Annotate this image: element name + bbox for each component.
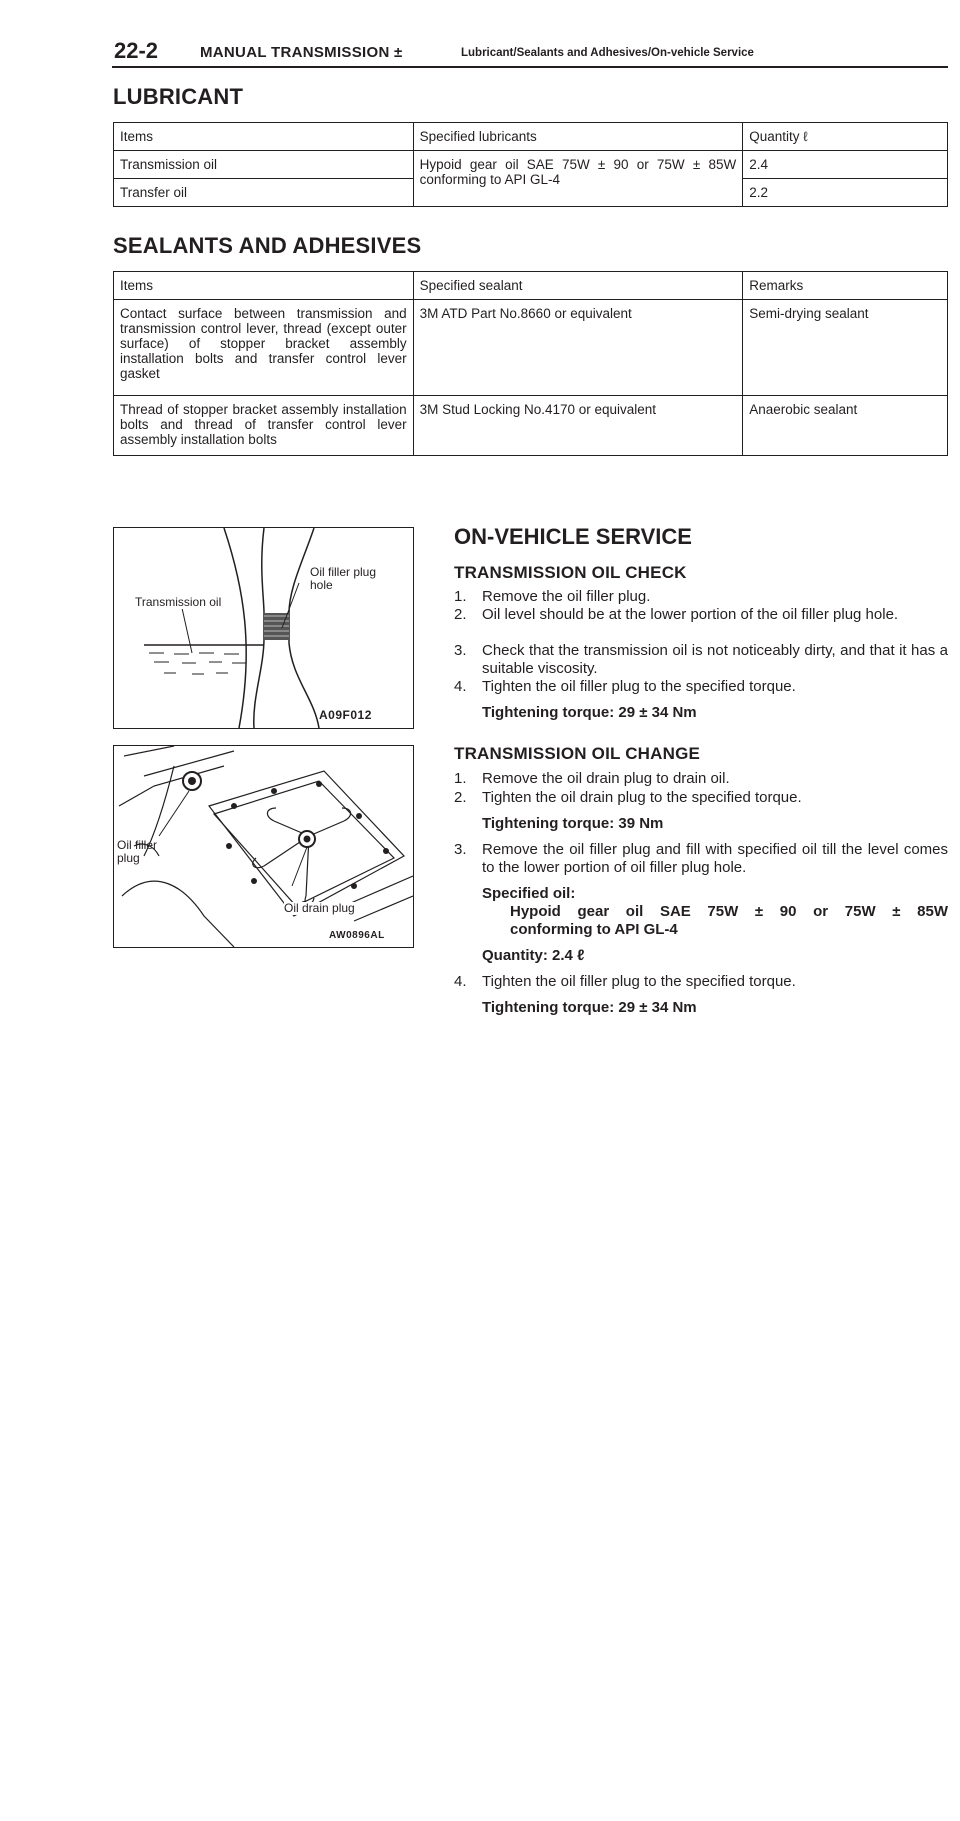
step-number: 2. xyxy=(454,606,467,623)
table-cell-item: Transmission oil xyxy=(114,151,414,179)
step-number: 4. xyxy=(454,973,467,990)
step-number: 3. xyxy=(454,642,467,659)
table-header-cell: Specified lubricants xyxy=(413,123,743,151)
table-cell-remarks: Semi-drying sealant xyxy=(743,300,948,396)
table-cell-item: Transfer oil xyxy=(114,179,414,207)
oil-level-illustration xyxy=(113,527,414,729)
tightening-torque: Tightening torque: 29 ± 34 Nm xyxy=(482,999,697,1016)
table-cell-quantity: 2.2 xyxy=(743,179,948,207)
sealants-heading: SEALANTS AND ADHESIVES xyxy=(113,233,422,258)
table-cell-item: Contact surface between transmission and transmission control lever, thread (except outer surface) of stopper bracket assembly installation bolts and transfer control lever gasket xyxy=(114,300,414,396)
table-header-cell: Quantity ℓ xyxy=(743,123,948,151)
figure-code: AW0896AL xyxy=(329,930,385,941)
on-vehicle-service-heading: ON-VEHICLE SERVICE xyxy=(454,524,692,549)
transmission-oil-label: Transmission oil xyxy=(135,595,222,609)
section-subtitle: Lubricant/Sealants and Adhesives/On-vehicle Service xyxy=(461,47,754,59)
step-number: 1. xyxy=(454,770,467,787)
step-text: Remove the oil filler plug. xyxy=(482,588,651,605)
list-item xyxy=(454,588,948,606)
step-text: Tighten the oil drain plug to the specified torque. xyxy=(482,789,802,806)
oil-quantity: Quantity: 2.4 ℓ xyxy=(482,947,585,964)
oil-filler-hole-label: Oil filler plug hole xyxy=(310,566,385,592)
sealants-table xyxy=(113,271,948,456)
table-cell-sealant: 3M ATD Part No.8660 or equivalent xyxy=(413,300,743,396)
list-item xyxy=(454,642,948,678)
oil-change-heading: TRANSMISSION OIL CHANGE xyxy=(454,744,701,763)
table-header-cell: Items xyxy=(114,272,414,300)
oil-drain-plug-label: Oil drain plug xyxy=(284,901,355,915)
step-text: Tighten the oil filler plug to the specified torque. xyxy=(482,973,796,990)
page-number: 22-2 xyxy=(114,38,159,63)
tightening-torque: Tightening torque: 39 Nm xyxy=(482,815,664,832)
table-header-cell: Items xyxy=(114,123,414,151)
step-number: 2. xyxy=(454,789,467,806)
list-item xyxy=(454,841,948,877)
list-item xyxy=(454,973,948,991)
figure-code: A09F012 xyxy=(319,708,372,722)
table-header-row xyxy=(114,123,948,151)
list-item xyxy=(454,770,948,788)
oil-filler-plug-label: Oil filler plug xyxy=(117,838,158,865)
step-text: Remove the oil drain plug to drain oil. xyxy=(482,770,730,787)
tightening-torque: Tightening torque: 29 ± 34 Nm xyxy=(482,704,697,721)
table-row xyxy=(114,396,948,456)
step-text: Tighten the oil filler plug to the specified torque. xyxy=(482,678,796,695)
specified-oil-label: Specified oil: xyxy=(482,885,576,902)
header-rule xyxy=(112,66,948,68)
step-number: 1. xyxy=(454,588,467,605)
step-text: Oil level should be at the lower portion of the oil filler plug hole. xyxy=(482,606,899,623)
table-header-cell: Specified sealant xyxy=(413,272,743,300)
table-row xyxy=(114,151,948,179)
table-cell-remarks: Anaerobic sealant xyxy=(743,396,948,456)
table-cell-quantity: 2.4 xyxy=(743,151,948,179)
step-number: 3. xyxy=(454,841,467,858)
section-title: MANUAL TRANSMISSION ± xyxy=(200,44,403,61)
lubricant-heading: LUBRICANT xyxy=(113,84,244,109)
step-text: Remove the oil filler plug and fill with specified oil till the level comes to the lower portion of oil filler plug hole. xyxy=(482,841,948,876)
list-item xyxy=(454,606,948,624)
table-header-cell: Remarks xyxy=(743,272,948,300)
table-cell-lubricant: Hypoid gear oil SAE 75W ± 90 or 75W ± 85W conforming to API GL-4 xyxy=(413,151,743,207)
step-text: Check that the transmission oil is not noticeably dirty, and that it has a suitable viscosity. xyxy=(482,642,948,677)
oil-level-drawing xyxy=(114,528,413,728)
table-cell-sealant: 3M Stud Locking No.4170 or equivalent xyxy=(413,396,743,456)
list-item xyxy=(454,789,948,807)
oil-check-heading: TRANSMISSION OIL CHECK xyxy=(454,563,687,582)
table-cell-item: Thread of stopper bracket assembly installation bolts and thread of transfer control lever assembly installation bolts xyxy=(114,396,414,456)
list-item xyxy=(454,678,948,696)
step-number: 4. xyxy=(454,678,467,695)
table-row xyxy=(114,300,948,396)
specified-oil-value: Hypoid gear oil SAE 75W ± 90 or 75W ± 85W xyxy=(510,903,948,920)
specified-oil-standard: conforming to API GL-4 xyxy=(510,921,678,938)
drain-plug-illustration xyxy=(113,745,414,948)
table-header-row xyxy=(114,272,948,300)
lubricant-table xyxy=(113,122,948,207)
